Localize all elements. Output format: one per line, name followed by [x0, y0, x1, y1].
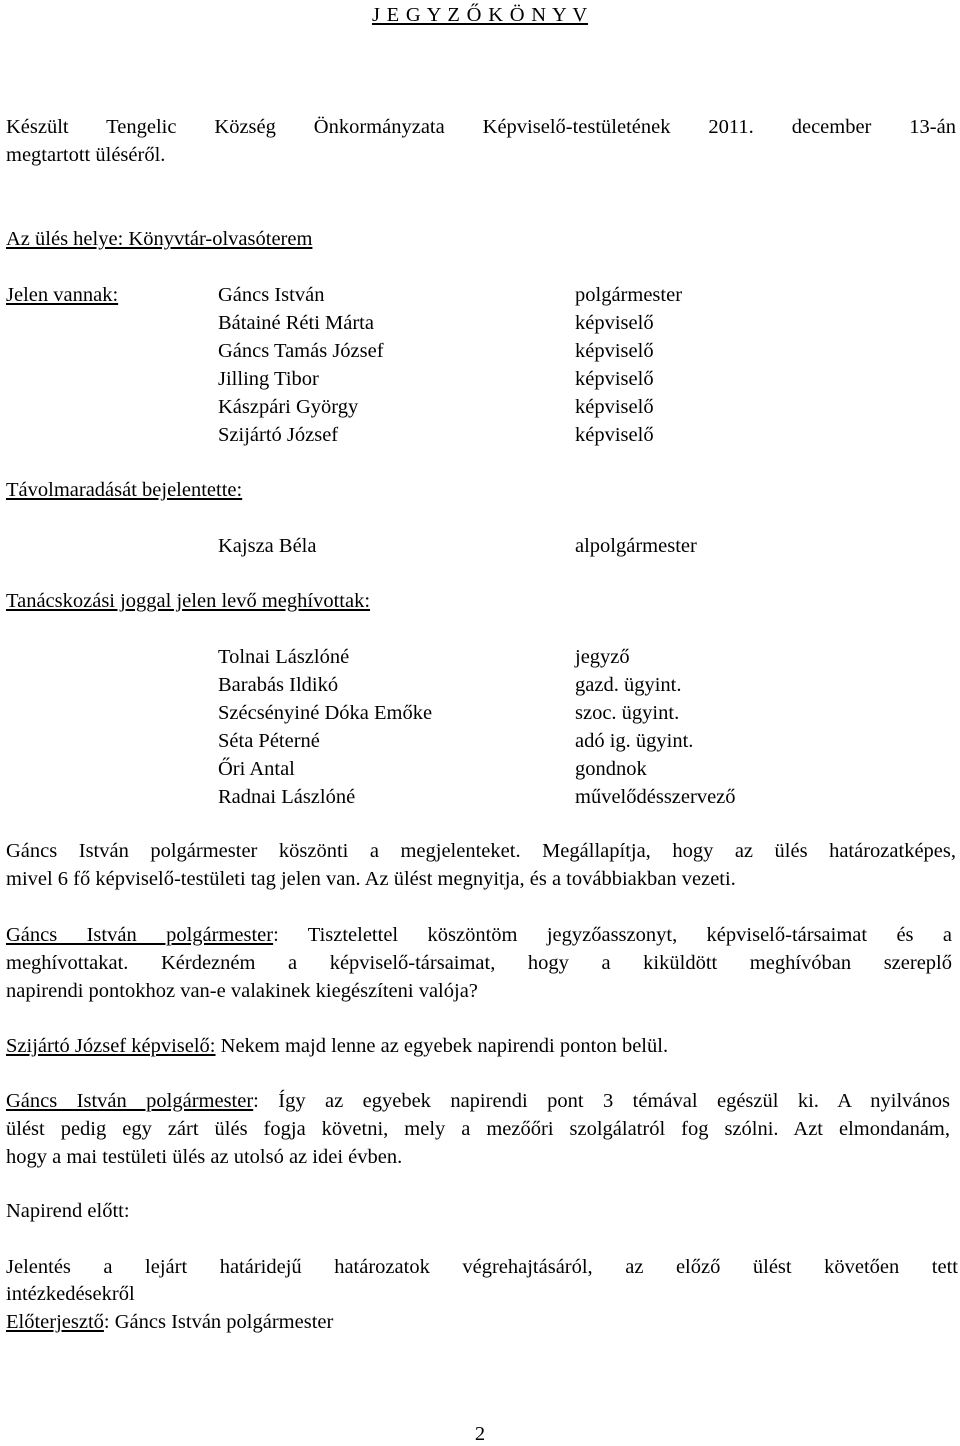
- member-name: Barabás Ildikó: [218, 674, 339, 696]
- member-name: Gáncs Tamás József: [218, 340, 384, 362]
- para4-line-1: [6, 1090, 950, 1113]
- presenter: [6, 1311, 333, 1334]
- member-role: képviselő: [575, 340, 654, 362]
- member-name: Gáncs István: [218, 284, 325, 306]
- para4-speaker: Gáncs István polgármester: [6, 1090, 254, 1112]
- intro-line-2: megtartott üléséről.: [6, 144, 166, 166]
- member-name: Őri Antal: [218, 758, 295, 780]
- report-line-1: Jelentés a lejárt határidejű határozatok végrehajtásáról, az előző ülést követően tett: [6, 1256, 958, 1278]
- member-name: Szijártó József: [218, 424, 339, 446]
- member-name: Séta Péterné: [218, 730, 320, 752]
- para2-line-3: napirendi pontokhoz van-e valakinek kiegészíteni valója?: [6, 980, 478, 1002]
- para2-line-2: meghívottakat. Kérdezném a képviselő-társaimat, hogy a kiküldött meghívóban szereplő: [6, 952, 952, 974]
- member-name: Kajsza Béla: [218, 535, 317, 557]
- member-role: művelődésszervező: [575, 786, 736, 808]
- absent-label: Távolmaradását bejelentette:: [6, 479, 243, 501]
- para4-line-3: hogy a mai testületi ülés az utolsó az idei évben.: [6, 1146, 403, 1168]
- present-label: Jelen vannak:: [6, 284, 119, 306]
- member-role: gazd. ügyint.: [575, 674, 682, 696]
- invited-label: Tanácskozási joggal jelen levő meghívottak:: [6, 590, 371, 612]
- para4-line-2: ülést pedig egy zárt ülés fogja követni, mely a mezőőri szolgálatról fog szólni. Azt elmondanám,: [6, 1118, 950, 1140]
- para1-line-2: mivel 6 fő képviselő-testületi tag jelen van. Az ülést megnyitja, és a továbbiakban vezeti.: [6, 868, 736, 890]
- member-role: alpolgármester: [575, 535, 697, 557]
- venue: Az ülés helye: Könyvtár-olvasóterem: [6, 228, 313, 250]
- para3-rest: Nekem majd lenne az egyebek napirendi ponton belül.: [215, 1035, 669, 1057]
- report-line-2: intézkedésekről: [6, 1283, 135, 1305]
- page-number: 2: [474, 1423, 486, 1445]
- member-name: Tolnai Lászlóné: [218, 646, 350, 668]
- member-role: jegyző: [575, 646, 630, 668]
- member-role: képviselő: [575, 312, 654, 334]
- intro-line-1: Készült Tengelic Község Önkormányzata Képviselő-testületének 2011. december 13-án: [6, 116, 956, 138]
- agenda-heading: Napirend előtt:: [6, 1200, 130, 1222]
- member-name: Bátainé Réti Márta: [218, 312, 374, 334]
- presenter-rest: : Gáncs István polgármester: [103, 1311, 334, 1333]
- para2-line-1: [6, 924, 952, 947]
- para2-speaker: Gáncs István polgármester: [6, 924, 274, 946]
- member-role: adó ig. ügyint.: [575, 730, 694, 752]
- member-role: képviselő: [575, 368, 654, 390]
- para3-speaker: Szijártó József képviselő:: [6, 1035, 216, 1057]
- para4-line1-rest: : Így az egyebek napirendi pont 3 témával egészül ki. A nyilvános: [253, 1090, 951, 1112]
- member-role: gondnok: [575, 758, 647, 780]
- para3: [6, 1035, 668, 1058]
- member-name: Kászpári György: [218, 396, 359, 418]
- document-title: J E G Y Z Ő K Ö N Y V: [371, 4, 589, 26]
- member-role: polgármester: [575, 284, 683, 306]
- member-name: Radnai Lászlóné: [218, 786, 356, 808]
- para1-line-1: Gáncs István polgármester köszönti a megjelenteket. Megállapítja, hogy az ülés határozatképes,: [6, 840, 956, 862]
- para2-line1-rest: : Tisztelettel köszöntöm jegyzőasszonyt, képviselő-társaimat és a: [273, 924, 952, 946]
- member-name: Szécsényiné Dóka Emőke: [218, 702, 433, 724]
- member-role: képviselő: [575, 424, 654, 446]
- member-role: képviselő: [575, 396, 654, 418]
- member-role: szoc. ügyint.: [575, 702, 680, 724]
- presenter-label: Előterjesztő: [6, 1311, 104, 1333]
- member-name: Jilling Tibor: [218, 368, 319, 390]
